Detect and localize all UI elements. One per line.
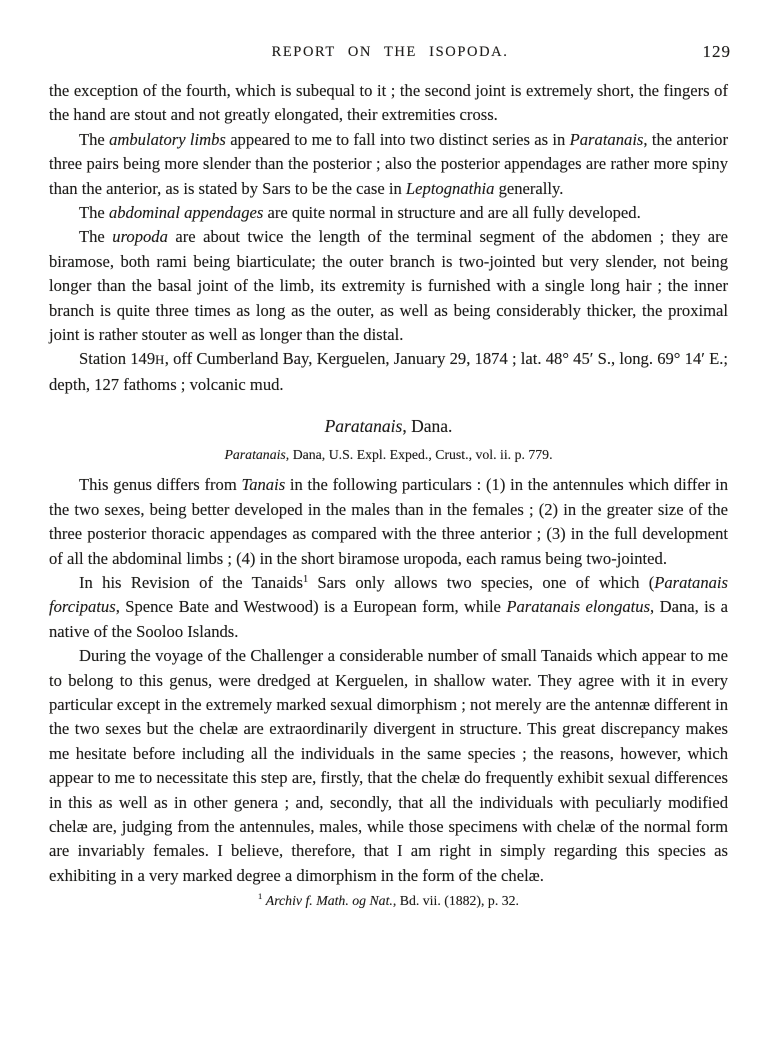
- text-body: [49, 79, 728, 911]
- text-segment: in the following particulars : (1) in the antennules which differ in the two sexes, being better developed in the males than in the females ; (2) in the greater size of the three posterior thoracic appendages as compared with the three anterior ; (3) in the full development of all the abdominal limbs ; (4) in the short biramose uropoda, each ramus being two-jointed.: [49, 475, 728, 568]
- text-segment: appeared to me to fall into two distinct series as in: [225, 129, 570, 149]
- paragraph-abdominal-appendages: [49, 201, 728, 225]
- paragraph-ambulatory-limbs: [49, 128, 728, 201]
- text-segment: The: [79, 129, 110, 149]
- paragraph-sars-revision: [49, 571, 728, 644]
- text-segment: , Spence Bate and Westwood) is a European form, while: [115, 597, 507, 617]
- text-segment: ambulatory limbs: [109, 129, 226, 149]
- text-segment: uropoda: [112, 227, 168, 247]
- text-segment: 1: [302, 573, 309, 585]
- text-segment: , Dana, U.S. Expl. Exped., Crust., vol. ii. p. 779.: [285, 447, 553, 463]
- synonymy-reference: [49, 444, 728, 465]
- text-segment: abdominal appendages: [108, 203, 264, 223]
- text-segment: , Dana.: [402, 416, 453, 437]
- text-segment: , off Cumberland Bay, Kerguelen, January 29, 1874 ; lat. 48° 45′ S., long. 69° 14′ E.; depth, 127 fathoms ; volcanic mud.: [49, 349, 728, 394]
- paragraph-genus-diagnosis: [49, 473, 728, 571]
- text-segment: The: [79, 203, 109, 223]
- genus-heading: [49, 414, 728, 439]
- text-segment: are quite normal in structure and are all fully developed.: [263, 203, 641, 223]
- text-segment: Leptognathia: [405, 178, 495, 198]
- text-segment: are about twice the length of the terminal segment of the abdomen ; they are biramose, both rami being biarticulate; the outer branch is two-jointed but very slender, not being longer than the basal joint of the limb, its extremity is furnished with a single long hair ; the inner branch is quite three times as long as the outer, as well as being considerably thicker, the proximal joint is rather stouter as well as longer than the distal.: [49, 227, 728, 345]
- paragraph-challenger-voyage: [49, 644, 728, 888]
- text-segment: Paratanais forcipatus: [49, 572, 728, 617]
- paragraph-uropoda: [49, 225, 728, 347]
- text-segment: Sars only allows two species, one of which (: [308, 572, 655, 592]
- text-segment: Station 149: [79, 349, 156, 369]
- text-segment: Paratanais: [324, 416, 403, 437]
- text-segment: Archiv f. Math. og Nat.: [265, 893, 393, 909]
- footnote: [49, 890, 728, 911]
- text-segment: , Bd. vii. (1882), p. 32.: [392, 893, 519, 909]
- text-segment: The: [79, 227, 113, 247]
- text-segment: Paratanais elongatus: [506, 597, 651, 617]
- paragraph-continuation-chelipeds: [49, 79, 728, 128]
- text-segment: In his Revision of the Tanaids: [79, 572, 303, 592]
- running-header: [49, 44, 731, 64]
- text-segment: H: [155, 353, 165, 368]
- page-number: 129: [702, 42, 731, 61]
- text-segment: This genus differs from: [79, 475, 242, 495]
- text-segment: Tanais: [241, 475, 286, 495]
- text-segment: the exception of the fourth, which is subequal to it ; the second joint is extremely short, the fingers of the hand are stout and not greatly elongated, their extremities cross.: [49, 81, 728, 125]
- text-segment: , the anterior three pairs being more slender than the posterior ; also the posterior appendages are rather more spiny than the anterior, as is stated by Sars to be the case in: [49, 129, 729, 198]
- text-segment: During the voyage of the Challenger a considerable number of small Tanaids which appear to me to belong to this genus, were dredged at Kerguelen, in shallow water. They agree with it in every particular except in the extremely marked sexual dimorphism ; not merely are the antennæ different in the two sexes but the chelæ are extraordinarily divergent in structure. This great discrepancy makes me hesitate before including all the individuals in the same species ; the reasons, however, which appear to me to necessitate this step are, firstly, that the chelæ do frequently exhibit sexual differences in this as well as in other genera ; and, secondly, that all the individuals with peculiarly modified chelæ are, judging from the antennules, males, while those specimens with chelæ of the normal form are invariably females. I believe, therefore, that I am right in simply regarding this species as exhibiting in a very marked degree a dimorphism in the form of the chelæ.: [49, 646, 728, 885]
- text-segment: 1: [258, 891, 263, 902]
- text-segment: Paratanais: [569, 129, 644, 149]
- page-header-title: REPORT ON THE ISOPODA.: [271, 44, 509, 60]
- text-segment: Paratanais: [224, 447, 286, 463]
- paragraph-station-record: [49, 347, 728, 397]
- text-segment: , Dana, is a native of the Sooloo Islands.: [49, 597, 729, 641]
- text-segment: generally.: [494, 178, 564, 198]
